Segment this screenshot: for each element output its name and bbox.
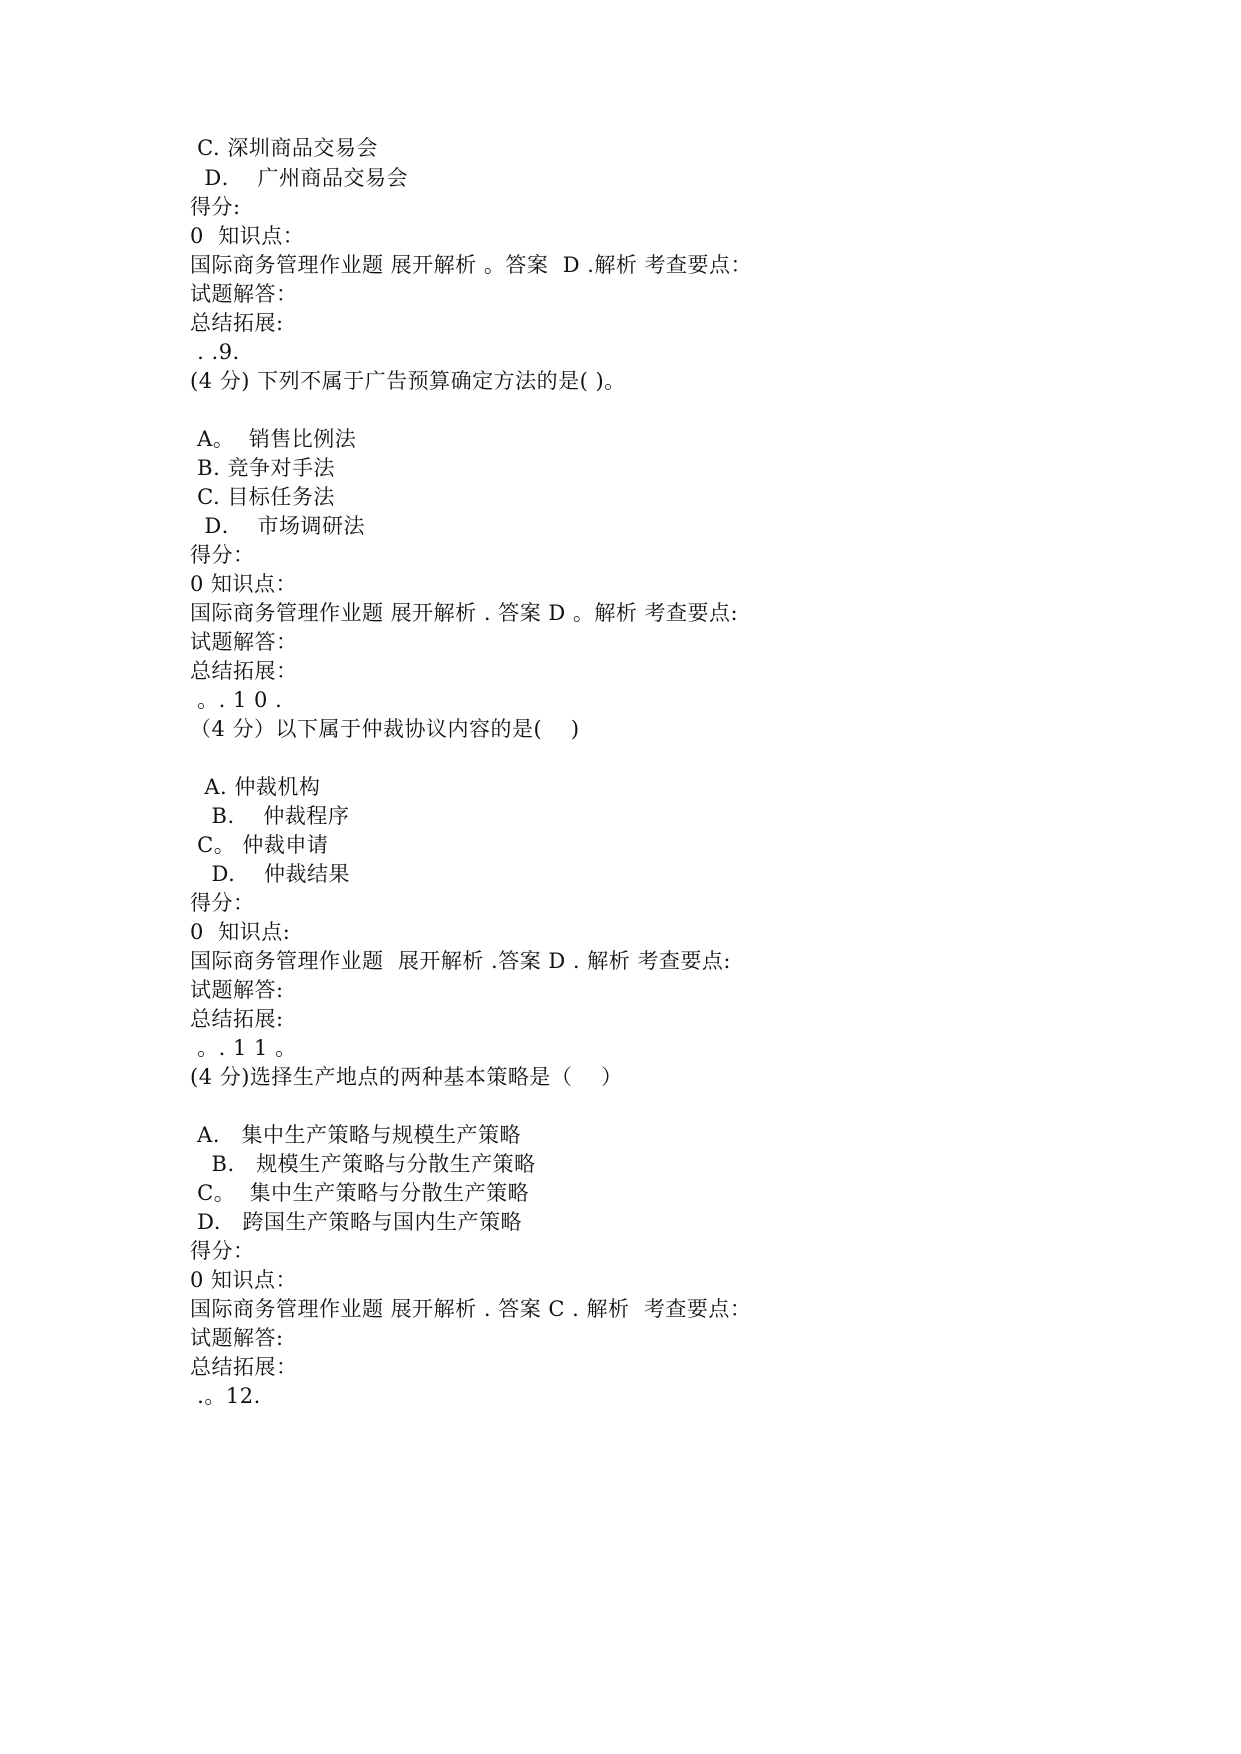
question-number: .。12. xyxy=(190,1384,261,1408)
score-label: 得分: xyxy=(190,195,241,219)
answer-analysis-line: 国际商务管理作业题 展开解析 . 答案 C . 解析 考查要点： xyxy=(190,1297,752,1321)
knowledge-point-line: 0 知识点： xyxy=(190,1268,298,1292)
option-c-line: C。 仲裁申请 xyxy=(190,833,329,857)
option-d-line: D． 广州商品交易会 xyxy=(190,166,409,190)
question-stem: (4 分)选择生产地点的两种基本策略是（ ） xyxy=(190,1065,623,1089)
option-b-line: B. 仲裁程序 xyxy=(190,804,350,828)
score-label: 得分： xyxy=(190,1239,255,1263)
option-b-line: B. 规模生产策略与分散生产策略 xyxy=(190,1152,536,1176)
answer-analysis-line: 国际商务管理作业题 展开解析 。答案 D .解析 考查要点： xyxy=(190,253,753,277)
option-a-line: A。 销售比例法 xyxy=(190,427,357,451)
solution-label: 试题解答: xyxy=(190,1326,284,1350)
summary-label: 总结拓展: xyxy=(190,1007,284,1031)
option-c-line: C。 集中生产策略与分散生产策略 xyxy=(190,1181,530,1205)
answer-analysis-line: 国际商务管理作业题 展开解析 .答案 D . 解析 考查要点: xyxy=(190,949,731,973)
option-d-line: D. 跨国生产策略与国内生产策略 xyxy=(190,1210,522,1234)
knowledge-point-line: 0 知识点: xyxy=(190,920,291,944)
solution-label: 试题解答： xyxy=(190,630,298,654)
question-number: 。. 1 1 。 xyxy=(190,1036,297,1060)
question-stem: （4 分）以下属于仲裁协议内容的是( ) xyxy=(190,717,580,741)
option-a-line: A. 仲裁机构 xyxy=(190,775,321,799)
option-a-line: A. 集中生产策略与规模生产策略 xyxy=(190,1123,522,1147)
solution-label: 试题解答: xyxy=(190,978,284,1002)
score-label: 得分： xyxy=(190,543,255,567)
summary-label: 总结拓展： xyxy=(190,659,298,683)
option-c-line: C. 深圳商品交易会 xyxy=(190,136,378,160)
option-c-line: C. 目标任务法 xyxy=(190,485,335,509)
option-d-line: D． 市场调研法 xyxy=(190,514,366,538)
question-stem: (4 分) 下列不属于广告预算确定方法的是( )。 xyxy=(190,369,626,393)
option-b-line: B. 竞争对手法 xyxy=(190,456,335,480)
solution-label: 试题解答： xyxy=(190,282,298,306)
knowledge-point-line: 0 知识点： xyxy=(190,224,305,248)
question-number: 。. 1 0 . xyxy=(190,688,283,712)
knowledge-point-line: 0 知识点： xyxy=(190,572,298,596)
question-number: . .9. xyxy=(190,340,240,364)
option-d-line: D. 仲裁结果 xyxy=(190,862,350,886)
score-label: 得分： xyxy=(190,891,255,915)
answer-analysis-line: 国际商务管理作业题 展开解析 . 答案 D 。解析 考查要点: xyxy=(190,601,739,625)
summary-label: 总结拓展: xyxy=(190,311,284,335)
summary-label: 总结拓展： xyxy=(190,1355,298,1379)
